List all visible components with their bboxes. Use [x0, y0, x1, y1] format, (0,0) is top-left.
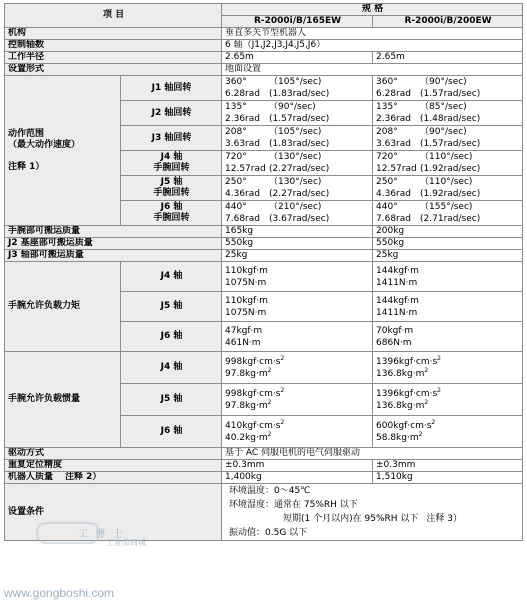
motion-value-b: 720° （110°/sec) 12.57rad (1.92rad/sec): [373, 151, 523, 176]
row-value-wrist-payload-b: 200kg: [373, 226, 523, 238]
row-label-j3-payload: J3 轴部可搬运质量: [5, 250, 222, 262]
motion-axis-name: J6 轴 手腕回转: [121, 201, 222, 226]
inertia-value-b: $1396kgf\cdot cm\cdot s^2$ $136.8kg\cdot m^2$: [373, 352, 523, 384]
moment-axis-name: J5 轴: [121, 292, 222, 322]
motion-value-b: 250° （110°/sec) 4.36rad (1.92rad/sec): [373, 176, 523, 201]
inertia-value-a: $998kgf\cdot cm\cdot s^2$ $97.8kg\cdot m^2$: [222, 352, 373, 384]
inertia-value-a: $410kgf\cdot cm\cdot s^2$ $40.2kg\cdot m^2$: [222, 416, 373, 448]
header-spec: 规 格: [222, 4, 523, 16]
moment-value-a: 47kgf·m 461N·m: [222, 322, 373, 352]
inertia-axis-name: J6 轴: [121, 416, 222, 448]
moment-axis-name: J4 轴: [121, 262, 222, 292]
row-label-drive: 驱动方式: [5, 448, 222, 460]
motion-value-a: 440° （210°/sec) 7.68rad (3.67rad/sec): [222, 201, 373, 226]
row-label-repeatability: 重复定位精度: [5, 460, 222, 472]
watermark-url: www.gongboshi.com: [4, 586, 115, 600]
spec-table: [4, 3, 523, 541]
row-value-mass-b: 1,510kg: [373, 472, 523, 484]
watermark-subtext: 工业品商城: [106, 538, 146, 547]
moment-value-b: 144kgf·m 1411N·m: [373, 292, 523, 322]
row-value-repeatability-a: ±0.3mm: [222, 460, 373, 472]
row-value-j2-payload-a: 550kg: [222, 238, 373, 250]
motion-axis-name: J3 轴回转: [121, 126, 222, 151]
row-label-mass: 机器人质量 注释 2）: [5, 472, 222, 484]
row-value-radius-a: 2.65m: [222, 52, 373, 64]
row-label-axes: 控制轴数: [5, 40, 222, 52]
header-model-b: R-2000i/B/200EW: [373, 16, 523, 28]
motion-axis-name: J1 轴回转: [121, 76, 222, 101]
motion-value-b: 360° （90°/sec) 6.28rad (1.57rad/sec): [373, 76, 523, 101]
motion-value-a: 250° （130°/sec) 4.36rad (2.27rad/sec): [222, 176, 373, 201]
motion-value-a: 720° （130°/sec) 12.57rad (2.27rad/sec): [222, 151, 373, 176]
row-value-wrist-payload-a: 165kg: [222, 226, 373, 238]
row-value-install: 地面设置: [222, 64, 523, 76]
row-value-mechanism: 垂直多关节型机器人: [222, 28, 523, 40]
row-label-radius: 工作半径: [5, 52, 222, 64]
motion-axis-name: J5 轴 手腕回转: [121, 176, 222, 201]
header-item: 项 目: [5, 4, 222, 28]
inertia-value-b: $1396kgf\cdot cm\cdot s^2$ $136.8kg\cdot m^2$: [373, 384, 523, 416]
row-value-axes: 6 轴（J1,J2,J3,J4,J5,J6）: [222, 40, 523, 52]
motion-value-b: 440° （155°/sec) 7.68rad (2.71rad/sec): [373, 201, 523, 226]
moment-axis-name: J6 轴: [121, 322, 222, 352]
row-value-repeatability-b: ±0.3mm: [373, 460, 523, 472]
moment-value-a: 110kgf·m 1075N·m: [222, 262, 373, 292]
watermark-text: 工 博 士: [78, 529, 125, 540]
row-value-radius-b: 2.65m: [373, 52, 523, 64]
row-value-mass-a: 1,400kg: [222, 472, 373, 484]
moment-value-b: 144kgf·m 1411N·m: [373, 262, 523, 292]
motion-axis-name: J2 轴回转: [121, 101, 222, 126]
inertia-axis-name: J4 轴: [121, 352, 222, 384]
motion-value-a: 135° （90°/sec) 2.36rad (1.57rad/sec): [222, 101, 373, 126]
row-label-install: 设置形式: [5, 64, 222, 76]
header-model-a: R-2000i/B/165EW: [222, 16, 373, 28]
row-value-j3-payload-a: 25kg: [222, 250, 373, 262]
moment-value-a: 110kgf·m 1075N·m: [222, 292, 373, 322]
inertia-axis-name: J5 轴: [121, 384, 222, 416]
row-label-wrist-payload: 手腕部可搬运质量: [5, 226, 222, 238]
motion-value-b: 135° （85°/sec) 2.36rad (1.48rad/sec): [373, 101, 523, 126]
inertia-value-b: $600kgf\cdot cm\cdot s^2$ $58.8kg\cdot m^2$: [373, 416, 523, 448]
row-value-j3-payload-b: 25kg: [373, 250, 523, 262]
inertia-label: 手腕允许负载惯量: [5, 352, 121, 448]
row-value-j2-payload-b: 550kg: [373, 238, 523, 250]
moment-value-b: 70kgf·m 686N·m: [373, 322, 523, 352]
inertia-value-a: $998kgf\cdot cm\cdot s^2$ $97.8kg\cdot m^2$: [222, 384, 373, 416]
motion-range-label: 动作范围 （最大动作速度） 注释 1）: [5, 76, 121, 226]
motion-value-b: 208° （90°/sec) 3.63rad (1.57rad/sec): [373, 126, 523, 151]
moment-label: 手腕允许负载力矩: [5, 262, 121, 352]
row-value-drive: 基于 AC 伺服电机的电气伺服驱动: [222, 448, 523, 460]
row-label-j2-payload: J2 基座部可搬运质量: [5, 238, 222, 250]
motion-value-a: 360° （105°/sec) 6.28rad (1.83rad/sec): [222, 76, 373, 101]
row-label-environment: 设置条件: [5, 484, 222, 541]
row-value-environment: 环境温度：0～45℃ 环境湿度：通常在 75%RH 以下 短期(1 个月以内)在 95%RH 以下 注释 3） 振动值：0.5G 以下: [222, 484, 523, 541]
row-label-mechanism: 机构: [5, 28, 222, 40]
motion-axis-name: J4 轴 手腕回转: [121, 151, 222, 176]
motion-value-a: 208° （105°/sec) 3.63rad (1.83rad/sec): [222, 126, 373, 151]
